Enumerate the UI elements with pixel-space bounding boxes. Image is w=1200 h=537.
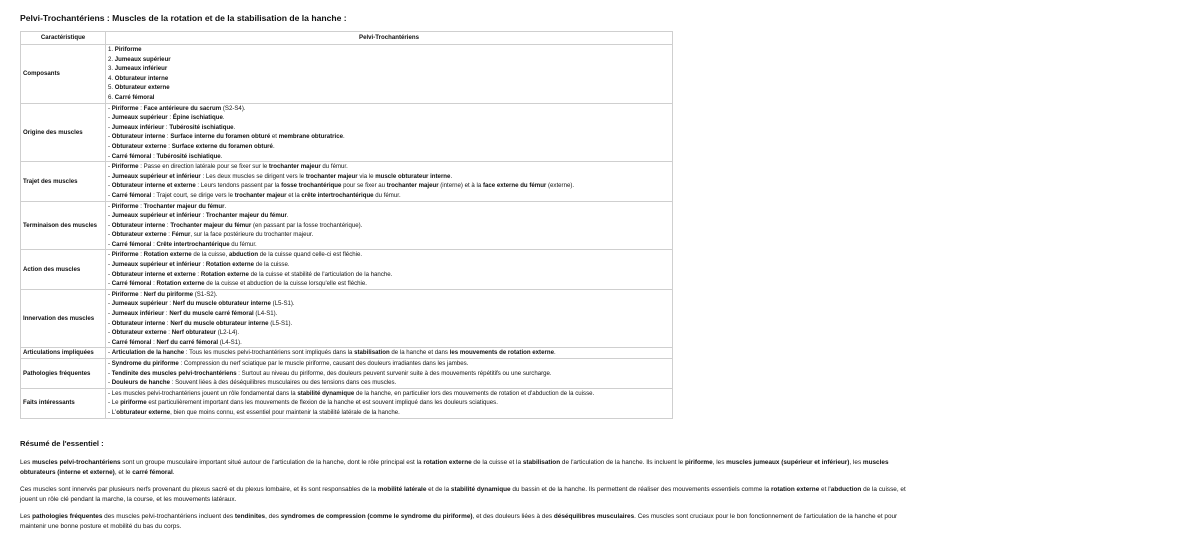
- content-line: [108, 83, 670, 93]
- bold-text: stabilité dynamique: [450, 486, 511, 493]
- bold-text: crête intertrochantérique: [301, 191, 374, 199]
- text-run: -: [108, 338, 112, 346]
- text-run: , et des douleurs liées à des: [472, 513, 554, 520]
- content-line: [108, 299, 670, 309]
- summary-paragraph: [20, 458, 920, 477]
- text-run: :: [200, 261, 206, 269]
- bold-text: Jumeaux inférieur: [111, 123, 165, 131]
- text-run: -: [108, 152, 112, 160]
- text-run: (S1-S2).: [193, 290, 218, 298]
- text-run: 2.: [108, 55, 115, 63]
- content-line: [108, 279, 670, 289]
- bold-text: Jumeaux supérieur et inférieur: [111, 261, 201, 269]
- bold-text: Obturateur interne et externe: [111, 182, 196, 190]
- bold-text: abduction: [830, 486, 862, 493]
- text-run: de la cuisse et stabilité de l'articulation de la hanche.: [248, 270, 393, 278]
- text-run: : Passe en direction latérale pour se fixer sur le: [138, 163, 269, 171]
- text-run: des muscles pelvi-trochantériens incluent des: [102, 513, 235, 520]
- content-line: [108, 270, 670, 280]
- summary-paragraph: [20, 485, 920, 504]
- bold-text: stabilisation: [522, 459, 561, 466]
- bold-text: piriforme: [120, 399, 147, 407]
- content-line: [108, 142, 670, 152]
- text-run: -: [108, 360, 112, 367]
- bold-text: Piriforme: [111, 290, 139, 298]
- table-row: [21, 201, 673, 250]
- text-run: -: [108, 349, 112, 357]
- text-run: -: [108, 270, 112, 278]
- text-run: -: [108, 163, 112, 171]
- bold-text: Carré fémoral: [111, 240, 152, 248]
- text-run: de la hanche, en particulier lors des mouvements de rotation et d'abduction de la cuisse.: [354, 389, 595, 397]
- text-run: :: [165, 133, 171, 141]
- text-run: de la cuisse et abduction de la cuisse lorsqu'elle est fléchie.: [204, 280, 367, 288]
- text-run: -: [108, 240, 112, 248]
- text-run: -: [108, 133, 112, 141]
- text-run: du fémur.: [320, 163, 348, 171]
- text-run: -: [108, 231, 112, 239]
- bold-text: Rotation externe: [205, 261, 254, 269]
- text-run: :: [166, 329, 172, 337]
- text-run: :: [138, 251, 144, 259]
- text-run: de la cuisse quand celle-ci est fléchie.: [258, 251, 363, 259]
- bold-text: trochanter majeur: [305, 172, 358, 180]
- content-line: [108, 378, 670, 388]
- row-content: [106, 201, 673, 250]
- bold-text: Surface externe du foramen obturé: [171, 142, 273, 150]
- text-run: -: [108, 123, 112, 131]
- row-content: [106, 45, 673, 104]
- bold-text: mobilité latérale: [377, 486, 427, 493]
- text-run: 4.: [108, 74, 115, 82]
- table-header-row: [21, 32, 673, 45]
- text-run: , les: [712, 459, 727, 466]
- text-run: -: [108, 212, 112, 220]
- text-run: (L2-L4).: [216, 329, 240, 337]
- bold-text: Rotation externe: [156, 280, 205, 288]
- bold-text: stabilité dynamique: [297, 389, 355, 397]
- text-run: -: [108, 142, 112, 150]
- bold-text: Obturateur externe: [111, 142, 167, 150]
- text-run: 1.: [108, 46, 115, 53]
- text-run: .: [450, 172, 453, 180]
- content-line: [108, 328, 670, 338]
- bold-text: Trochanter majeur du fémur: [170, 221, 252, 229]
- text-run: , les: [849, 459, 863, 466]
- bold-text: Obturateur interne: [114, 74, 169, 82]
- bold-text: Trochanter majeur du fémur: [205, 212, 287, 220]
- bold-text: trochanter majeur: [386, 182, 439, 190]
- row-label: Pathologies fréquentes: [21, 359, 106, 389]
- table-row: [21, 45, 673, 104]
- text-run: -: [108, 300, 112, 308]
- bold-text: Piriforme: [111, 202, 139, 210]
- bold-text: Nerf obturateur: [171, 329, 217, 337]
- bold-text: Crête intertrochantérique: [156, 240, 230, 248]
- content-line: [108, 45, 670, 55]
- text-run: :: [138, 104, 144, 112]
- bold-text: muscle obturateur interne: [375, 172, 451, 180]
- text-run: et: [270, 133, 279, 141]
- row-content: [106, 348, 673, 359]
- bold-text: face externe du fémur: [482, 182, 547, 190]
- bold-text: tendinites: [234, 513, 266, 520]
- bold-text: Carré fémoral: [111, 191, 152, 199]
- text-run: :: [200, 212, 206, 220]
- content-line: [108, 74, 670, 84]
- summary-title: Résumé de l'essentiel :: [20, 439, 104, 448]
- text-run: (L5-S1).: [268, 319, 293, 327]
- text-run: -: [108, 329, 112, 337]
- text-run: -: [108, 310, 112, 318]
- bold-text: Obturateur interne: [111, 221, 166, 229]
- table-row: [21, 289, 673, 348]
- bold-text: rotation externe: [770, 486, 820, 493]
- table-row: [21, 388, 673, 418]
- text-run: Les: [20, 459, 33, 466]
- text-run: (en passant par la fosse trochantérique).: [251, 221, 363, 229]
- bold-text: Piriforme: [111, 163, 139, 171]
- text-run: : Surtout au niveau du piriforme, des douleurs peuvent survenir suite à des mouvements répétitifs ou une surcharge.: [236, 369, 552, 377]
- row-content: [106, 289, 673, 348]
- content-line: [108, 309, 670, 319]
- content-line: [108, 191, 670, 201]
- text-run: : Les deux muscles se dirigent vers le: [200, 172, 306, 180]
- row-content: [106, 388, 673, 418]
- text-run: .: [272, 142, 275, 150]
- text-run: :: [151, 240, 157, 248]
- content-line: [108, 369, 670, 379]
- bold-text: Jumeaux supérieur et inférieur: [111, 212, 201, 220]
- text-run: de la hanche et dans: [389, 349, 450, 357]
- bold-text: Tendinite des muscles pelvi-trochantériens: [111, 369, 237, 377]
- text-run: est particulièrement important dans les mouvements de flexion de la hanche et est souvent impliqué dans les douleurs sciatiques.: [146, 399, 498, 407]
- text-run: -: [108, 379, 112, 387]
- row-label: Origine des muscles: [21, 103, 106, 162]
- row-label: Trajet des muscles: [21, 162, 106, 201]
- text-run: et l': [819, 486, 831, 493]
- bold-text: trochanter majeur: [234, 191, 287, 199]
- bold-text: Articulation de la hanche: [111, 349, 185, 357]
- text-run: de la cuisse,: [191, 251, 229, 259]
- text-run: -: [108, 202, 112, 210]
- text-run: . Ces muscles sont cruciaux pour le bon fonctionnement de l'articulation de la hanche et pour maintenir une bonne posture et mobilité du bas du corps.: [20, 513, 898, 530]
- text-run: et la: [286, 191, 302, 199]
- bold-text: stabilisation: [354, 349, 390, 357]
- text-run: .: [233, 123, 236, 131]
- bold-text: Obturateur interne: [111, 319, 166, 327]
- content-line: [108, 240, 670, 250]
- bold-text: Obturateur interne et externe: [111, 270, 196, 278]
- bold-text: Piriforme: [111, 251, 139, 259]
- characteristics-table: [20, 31, 673, 419]
- text-run: , des: [265, 513, 281, 520]
- bold-text: Piriforme: [114, 46, 142, 53]
- bold-text: Obturateur interne: [111, 133, 166, 141]
- bold-text: Tubérosité ischiatique: [169, 123, 234, 131]
- text-run: pour se fixer au: [341, 182, 387, 190]
- bold-text: Carré fémoral: [111, 280, 152, 288]
- text-run: et de la: [426, 486, 451, 493]
- text-run: (S2-S4).: [221, 104, 246, 112]
- text-run: de l'articulation de la hanche. Ils incluent le: [560, 459, 685, 466]
- bold-text: Nerf du muscle carré fémoral: [169, 310, 254, 318]
- content-line: [108, 348, 670, 358]
- text-run: , sur la face postérieure du trochanter majeur.: [190, 231, 314, 239]
- text-run: .: [343, 133, 345, 141]
- text-run: :: [164, 310, 170, 318]
- text-run: -: [108, 290, 112, 298]
- bold-text: Face antérieure du sacrum: [143, 104, 222, 112]
- text-run: -: [108, 221, 112, 229]
- content-line: [108, 290, 670, 300]
- text-run: du fémur.: [229, 240, 257, 248]
- content-line: [108, 260, 670, 270]
- column-header-pelvi-trochanteriens: Pelvi-Trochantériens: [106, 32, 673, 45]
- bold-text: Épine ischiatique: [172, 114, 223, 122]
- text-run: (L4-S1).: [218, 338, 242, 346]
- content-line: [108, 319, 670, 329]
- text-run: (externe).: [546, 182, 575, 190]
- text-run: de la cuisse et la: [471, 459, 523, 466]
- bold-text: muscles jumeaux (supérieur et inférieur): [726, 459, 850, 466]
- content-line: [108, 338, 670, 348]
- text-run: :: [166, 231, 172, 239]
- table-row: [21, 359, 673, 389]
- text-run: :: [138, 202, 144, 210]
- content-line: [108, 398, 670, 408]
- text-run: : Souvent liées à des déséquilibres musculaires ou des tensions dans ces muscles.: [169, 379, 397, 387]
- text-run: .: [553, 349, 556, 357]
- bold-text: déséquilibres musculaires: [553, 513, 635, 520]
- row-label: Faits intéressants: [21, 388, 106, 418]
- bold-text: Tubérosité ischiatique: [156, 152, 221, 160]
- content-line: [108, 104, 670, 114]
- bold-text: Nerf du carré fémoral: [156, 338, 219, 346]
- bold-text: Nerf du piriforme: [143, 290, 194, 298]
- table-row: [21, 103, 673, 162]
- content-line: [108, 230, 670, 240]
- text-run: : Trajet court, se dirige vers le: [151, 191, 235, 199]
- bold-text: Rotation externe: [200, 270, 249, 278]
- text-run: - L': [108, 408, 117, 416]
- bold-text: piriforme: [684, 459, 713, 466]
- row-content: [106, 250, 673, 289]
- bold-text: Rotation externe: [143, 251, 192, 259]
- text-run: Ces muscles sont innervés par plusieurs nerfs provenant du plexus sacré et du plexus lombaire, et ils sont responsables de la: [20, 486, 378, 493]
- row-content: [106, 162, 673, 201]
- content-line: [108, 132, 670, 142]
- text-run: :: [167, 300, 173, 308]
- table-body: [21, 45, 673, 419]
- bold-text: muscles obturateurs (interne et externe): [20, 459, 889, 476]
- text-run: -: [108, 251, 112, 259]
- column-header-characteristic: Caractéristique: [21, 32, 106, 45]
- bold-text: Carré fémoral: [111, 152, 152, 160]
- bold-text: Jumeaux supérieur: [111, 300, 168, 308]
- bold-text: Carré fémoral: [114, 93, 155, 101]
- text-run: :: [165, 319, 171, 327]
- text-run: de la cuisse, et jouent un rôle clé pendant la marche, la course, et les mouvements latéraux.: [20, 486, 906, 503]
- text-run: :: [151, 338, 157, 346]
- text-run: - Les muscles pelvi-trochantériens jouent un rôle fondamental dans la: [108, 389, 298, 397]
- content-line: [108, 250, 670, 260]
- text-run: : Leurs tendons passent par la: [195, 182, 282, 190]
- text-run: .: [172, 468, 175, 476]
- bold-text: muscles pelvi-trochantériens: [32, 459, 121, 466]
- bold-text: syndromes de compression (comme le syndrome du piriforme): [280, 513, 473, 520]
- text-run: :: [165, 221, 171, 229]
- content-line: [108, 389, 670, 399]
- row-label: Articulations impliquées: [21, 348, 106, 359]
- text-run: de la cuisse.: [254, 261, 290, 269]
- content-line: [108, 408, 670, 418]
- text-run: -: [108, 104, 112, 112]
- text-run: -: [108, 280, 112, 288]
- text-run: 6.: [108, 93, 115, 101]
- text-run: .: [224, 202, 227, 210]
- content-line: [108, 123, 670, 133]
- text-run: -: [108, 261, 112, 269]
- content-line: [108, 359, 670, 369]
- bold-text: Nerf du muscle obturateur interne: [172, 300, 271, 308]
- row-label: Terminaison des muscles: [21, 201, 106, 250]
- text-run: -: [108, 319, 112, 327]
- text-run: : Compression du nerf sciatique par le muscle piriforme, causant des douleurs irradiantes dans les jambes.: [178, 360, 469, 367]
- text-run: du fémur.: [373, 191, 401, 199]
- page-title: Pelvi-Trochantériens : Muscles de la rotation et de la stabilisation de la hanche :: [20, 13, 347, 23]
- text-run: - Le: [108, 399, 121, 407]
- text-run: :: [164, 123, 170, 131]
- table-row: [21, 162, 673, 201]
- bold-text: Surface interne du foramen obturé: [170, 133, 271, 141]
- text-run: :: [151, 152, 157, 160]
- bold-text: pathologies fréquentes: [32, 513, 103, 520]
- text-run: -: [108, 114, 112, 122]
- text-run: Les: [20, 513, 33, 520]
- bold-text: Carré fémoral: [111, 338, 152, 346]
- bold-text: Syndrome du piriforme: [111, 360, 179, 367]
- row-content: [106, 103, 673, 162]
- bold-text: obturateur externe: [116, 408, 171, 416]
- text-run: :: [138, 290, 144, 298]
- text-run: .: [220, 152, 223, 160]
- text-run: (L4-S1).: [253, 310, 278, 318]
- bold-text: Obturateur externe: [111, 231, 167, 239]
- text-run: via le: [357, 172, 376, 180]
- bold-text: Piriforme: [111, 104, 139, 112]
- row-label: Innervation des muscles: [21, 289, 106, 348]
- text-run: (interne) et à la: [438, 182, 483, 190]
- text-run: , et le: [114, 468, 133, 476]
- bold-text: Nerf du muscle obturateur interne: [170, 319, 269, 327]
- content-line: [108, 162, 670, 172]
- content-line: [108, 64, 670, 74]
- bold-text: Jumeaux supérieur et inférieur: [111, 172, 201, 180]
- bold-text: Fémur: [171, 231, 191, 239]
- text-run: -: [108, 191, 112, 199]
- text-run: :: [195, 270, 201, 278]
- text-run: -: [108, 182, 112, 190]
- content-line: [108, 113, 670, 123]
- text-run: .: [286, 212, 289, 220]
- bold-text: Douleurs de hanche: [111, 379, 170, 387]
- content-line: [108, 55, 670, 65]
- bold-text: Obturateur externe: [111, 329, 167, 337]
- text-run: -: [108, 369, 112, 377]
- text-run: :: [151, 280, 157, 288]
- bold-text: trochanter majeur: [268, 163, 321, 171]
- bold-text: Jumeaux supérieur: [111, 114, 168, 122]
- bold-text: membrane obturatrice: [278, 133, 344, 141]
- row-label: Composants: [21, 45, 106, 104]
- content-line: [108, 211, 670, 221]
- bold-text: Jumeaux supérieur: [114, 55, 171, 63]
- text-run: du bassin et de la hanche. Ils permettent de réaliser des mouvements essentiels comme la: [510, 486, 771, 493]
- text-run: sont un groupe musculaire important situé autour de l'articulation de la hanche, dont le rôle principal est la: [120, 459, 424, 466]
- row-label: Action des muscles: [21, 250, 106, 289]
- text-run: .: [222, 114, 225, 122]
- bold-text: fosse trochantérique: [281, 182, 342, 190]
- content-line: [108, 202, 670, 212]
- bold-text: Obturateur externe: [114, 84, 170, 92]
- text-run: (L5-S1).: [270, 300, 295, 308]
- content-line: [108, 172, 670, 182]
- text-run: 3.: [108, 65, 115, 73]
- summary-paragraph: [20, 512, 920, 531]
- content-line: [108, 93, 670, 103]
- text-run: :: [166, 142, 172, 150]
- content-line: [108, 221, 670, 231]
- bold-text: les mouvements de rotation externe: [449, 349, 554, 357]
- table-row: [21, 250, 673, 289]
- bold-text: Jumeaux inférieur: [111, 310, 165, 318]
- bold-text: Jumeaux inférieur: [114, 65, 168, 73]
- row-content: [106, 359, 673, 389]
- text-run: :: [167, 114, 173, 122]
- text-run: : Tous les muscles pelvi-trochantériens sont impliqués dans la: [184, 349, 355, 357]
- content-line: [108, 152, 670, 162]
- content-line: [108, 181, 670, 191]
- bold-text: rotation externe: [423, 459, 472, 466]
- text-run: , bien que moins connu, est essentiel pour maintenir la stabilité latérale de la hanche.: [170, 408, 400, 416]
- table-row: [21, 348, 673, 359]
- bold-text: Trochanter majeur du fémur: [143, 202, 225, 210]
- text-run: -: [108, 172, 112, 180]
- text-run: 5.: [108, 84, 115, 92]
- bold-text: abduction: [228, 251, 259, 259]
- bold-text: carré fémoral: [132, 468, 173, 476]
